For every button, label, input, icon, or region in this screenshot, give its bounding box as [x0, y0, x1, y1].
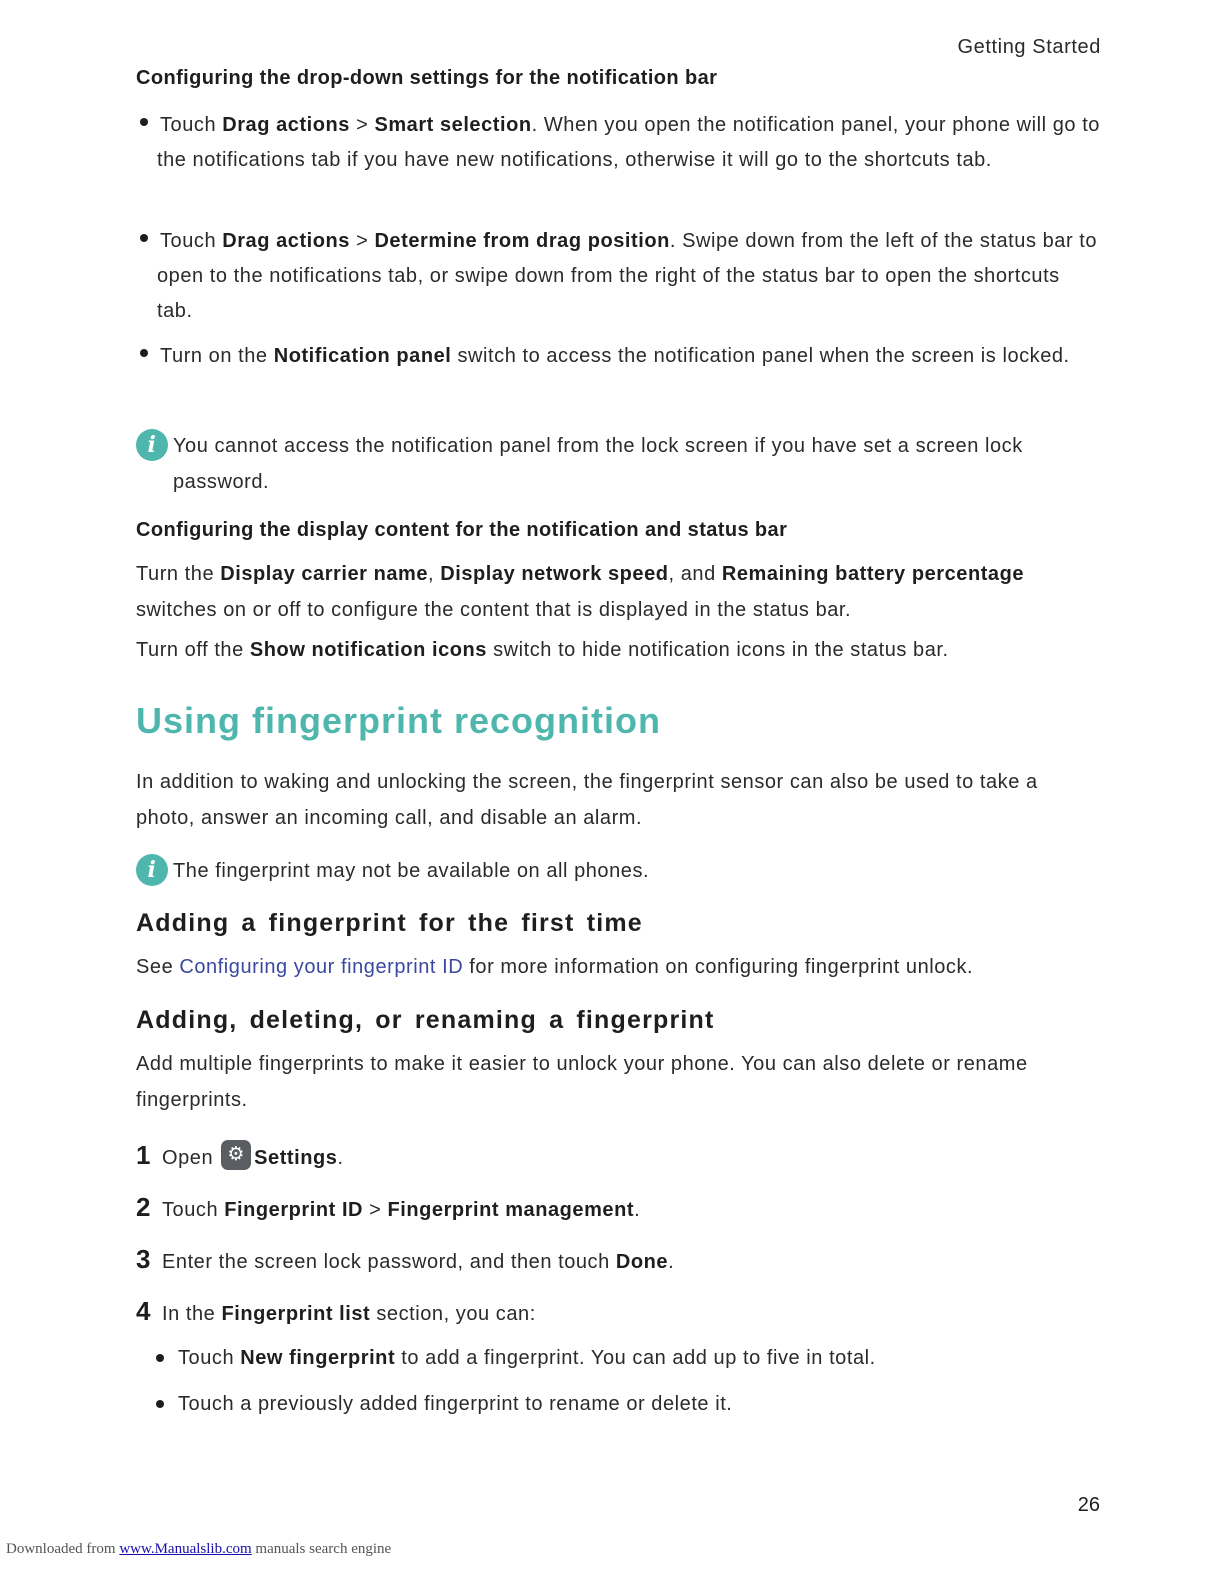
add-first-fingerprint-paragraph: See Configuring your fingerprint ID for more information on configuring fingerprint unlock.: [136, 956, 974, 978]
info-icon: i: [136, 429, 168, 461]
list-item: Touch Drag actions > Smart selection. When you open the notification panel, your phone will go to the notifications tab if you have new notifications, otherwise it will go to the shortcuts tab.: [136, 108, 1100, 178]
list-item: Turn on the Notification panel switch to access the notification panel when the screen is locked.: [136, 339, 1100, 374]
display-content-heading: Configuring the display content for the notification and status bar: [136, 519, 788, 541]
manage-fingerprint-intro: Add multiple fingerprints to make it easier to unlock your phone. You can also delete or rename fingerprints.: [136, 1053, 1028, 1111]
fingerprint-intro: In addition to waking and unlocking the screen, the fingerprint sensor can also be used to take a photo, answer an incoming call, and disable an alarm.: [136, 771, 1038, 829]
step-2: 2 Touch Fingerprint ID > Fingerprint management.: [136, 1192, 641, 1222]
step-1: 1 Open ⚙ Settings.: [136, 1140, 344, 1170]
bullet-dot: [140, 118, 148, 126]
notification-icons-paragraph: Turn off the Show notification icons switch to hide notification icons in the status bar.: [136, 639, 949, 661]
fingerprint-availability-note: i The fingerprint may not be available on all phones.: [136, 853, 1100, 889]
bullet-dot: [156, 1400, 164, 1408]
bullet-dot: [156, 1354, 164, 1362]
dropdown-settings-heading: Configuring the drop-down settings for the notification bar: [136, 67, 718, 89]
manage-fingerprint-heading: Adding, deleting, or renaming a fingerprint: [136, 1006, 715, 1034]
running-header: Getting Started: [957, 36, 1101, 58]
list-item: Touch Drag actions > Determine from drag position. Swipe down from the left of the status bar to open to the notifications tab, or swipe down from the right of the status bar to open the shortcuts tab.: [136, 224, 1100, 329]
display-paragraph: Turn the Display carrier name, Display network speed, and Remaining battery percentage switches on or off to configure the content that is displayed in the status bar.: [136, 563, 1025, 621]
step-4: 4 In the Fingerprint list section, you can:: [136, 1296, 536, 1326]
lock-screen-note: i You cannot access the notification panel from the lock screen if you have set a screen lock password.: [136, 428, 1100, 500]
manualslib-link[interactable]: www.Manualslib.com: [119, 1541, 252, 1557]
step-3: 3 Enter the screen lock password, and then touch Done.: [136, 1244, 675, 1274]
fingerprint-id-link[interactable]: Configuring your fingerprint ID: [179, 956, 464, 978]
page-number: 26: [1077, 1494, 1100, 1516]
settings-gear-icon: ⚙: [221, 1140, 251, 1170]
list-item: Touch a previously added fingerprint to rename or delete it.: [156, 1386, 732, 1422]
add-first-fingerprint-heading: Adding a fingerprint for the first time: [136, 909, 643, 937]
info-icon: i: [136, 854, 168, 886]
download-footer: Downloaded from www.Manualslib.com manuals search engine: [6, 1541, 392, 1557]
fingerprint-section-title: Using fingerprint recognition: [136, 700, 661, 741]
bullet-dot: [140, 234, 148, 242]
bullet-dot: [140, 349, 148, 357]
list-item: Touch New fingerprint to add a fingerprint. You can add up to five in total.: [156, 1340, 876, 1376]
